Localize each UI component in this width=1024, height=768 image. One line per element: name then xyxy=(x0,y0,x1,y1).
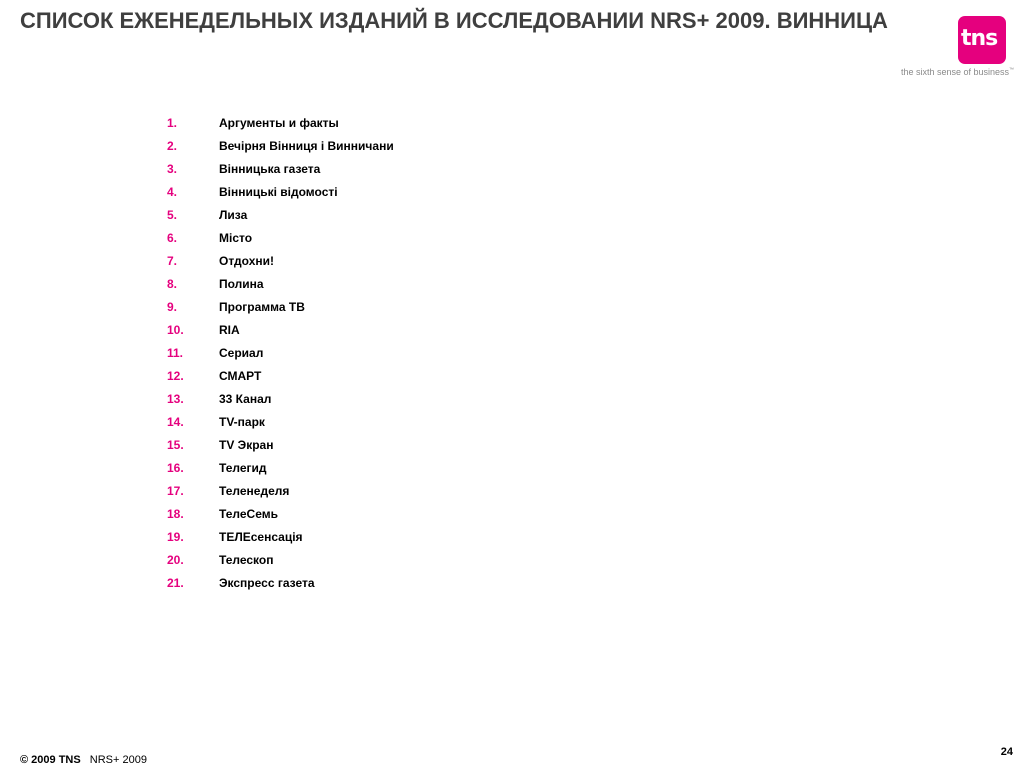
list-item-label: ТелеСемь xyxy=(219,507,278,521)
list-item-label: TV Экран xyxy=(219,438,274,452)
list-item xyxy=(167,572,394,595)
list-item-label: Телескоп xyxy=(219,553,274,567)
list-item xyxy=(167,549,394,572)
slide-title: СПИСОК ЕЖЕНЕДЕЛЬНЫХ ИЗДАНИЙ В ИССЛЕДОВАНИИ NRS+ 2009. ВИННИЦА xyxy=(20,8,888,33)
list-item-label: Лиза xyxy=(219,208,248,222)
list-item-label: Вечірня Вінниця і Винничани xyxy=(219,139,394,153)
list-item xyxy=(167,388,394,411)
list-item-number: 7. xyxy=(167,254,178,268)
list-item xyxy=(167,250,394,273)
list-item xyxy=(167,273,394,296)
list-item-label: Місто xyxy=(219,231,253,245)
list-item-number: 3. xyxy=(167,162,178,176)
list-item-number: 19. xyxy=(167,530,184,544)
list-item-number: 18. xyxy=(167,507,184,521)
list-item-label: RIA xyxy=(219,323,240,337)
trademark-mark: ™ xyxy=(1009,67,1014,73)
list-item-label: СМАРТ xyxy=(219,369,262,383)
list-item-label: Отдохни! xyxy=(219,254,274,268)
list-item-label: Вінницькі відомості xyxy=(219,185,338,199)
list-item xyxy=(167,480,394,503)
list-item-number: 13. xyxy=(167,392,184,406)
tns-logo-text: tns xyxy=(961,26,998,51)
list-item-number: 4. xyxy=(167,185,178,199)
list-item-label: Полина xyxy=(219,277,264,291)
footer-copyright: © 2009 TNS xyxy=(20,754,81,766)
list-item-label: 33 Канал xyxy=(219,392,272,406)
logo-tagline xyxy=(901,64,1014,78)
list-item-number: 9. xyxy=(167,300,178,314)
list-item xyxy=(167,204,394,227)
list-item-number: 17. xyxy=(167,484,184,498)
list-item-number: 6. xyxy=(167,231,178,245)
list-item-label: Аргументы и факты xyxy=(219,116,339,130)
list-item-number: 20. xyxy=(167,553,184,567)
list-item-label: ТЕЛЕсенсація xyxy=(219,530,303,544)
list-item-number: 14. xyxy=(167,415,184,429)
list-item-number: 2. xyxy=(167,139,178,153)
list-item-label: Телегид xyxy=(219,461,267,475)
list-item-label: Сериал xyxy=(219,346,264,360)
list-item-number: 15. xyxy=(167,438,184,452)
list-item-label: Экспресс газета xyxy=(219,576,315,590)
list-item xyxy=(167,112,394,135)
list-item-number: 11. xyxy=(167,346,184,360)
list-item-label: Программа ТВ xyxy=(219,300,305,314)
list-item-number: 16. xyxy=(167,461,184,475)
list-item xyxy=(167,296,394,319)
footer-study-name: NRS+ 2009 xyxy=(89,754,147,766)
list-item xyxy=(167,411,394,434)
footer xyxy=(20,753,147,767)
list-item xyxy=(167,503,394,526)
list-item xyxy=(167,181,394,204)
list-item xyxy=(167,227,394,250)
list-item xyxy=(167,158,394,181)
list-item-number: 5. xyxy=(167,208,178,222)
list-item xyxy=(167,342,394,365)
page-number: 24 xyxy=(1000,746,1013,758)
list-item xyxy=(167,365,394,388)
list-item-number: 1. xyxy=(167,116,178,130)
list-item-label: Теленеделя xyxy=(219,484,290,498)
list-item-number: 10. xyxy=(167,323,184,337)
list-item-label: Вінницька газета xyxy=(219,162,321,176)
list-item-number: 12. xyxy=(167,369,184,383)
list-item xyxy=(167,457,394,480)
list-item xyxy=(167,135,394,158)
list-item-number: 8. xyxy=(167,277,178,291)
list-item xyxy=(167,526,394,549)
list-item-number: 21. xyxy=(167,576,184,590)
logo-tagline-text: the sixth sense of business xyxy=(900,67,1009,77)
list-item xyxy=(167,319,394,342)
tns-logo xyxy=(958,16,1006,64)
publication-list xyxy=(167,112,394,595)
list-item xyxy=(167,434,394,457)
list-item-label: TV-парк xyxy=(219,415,265,429)
